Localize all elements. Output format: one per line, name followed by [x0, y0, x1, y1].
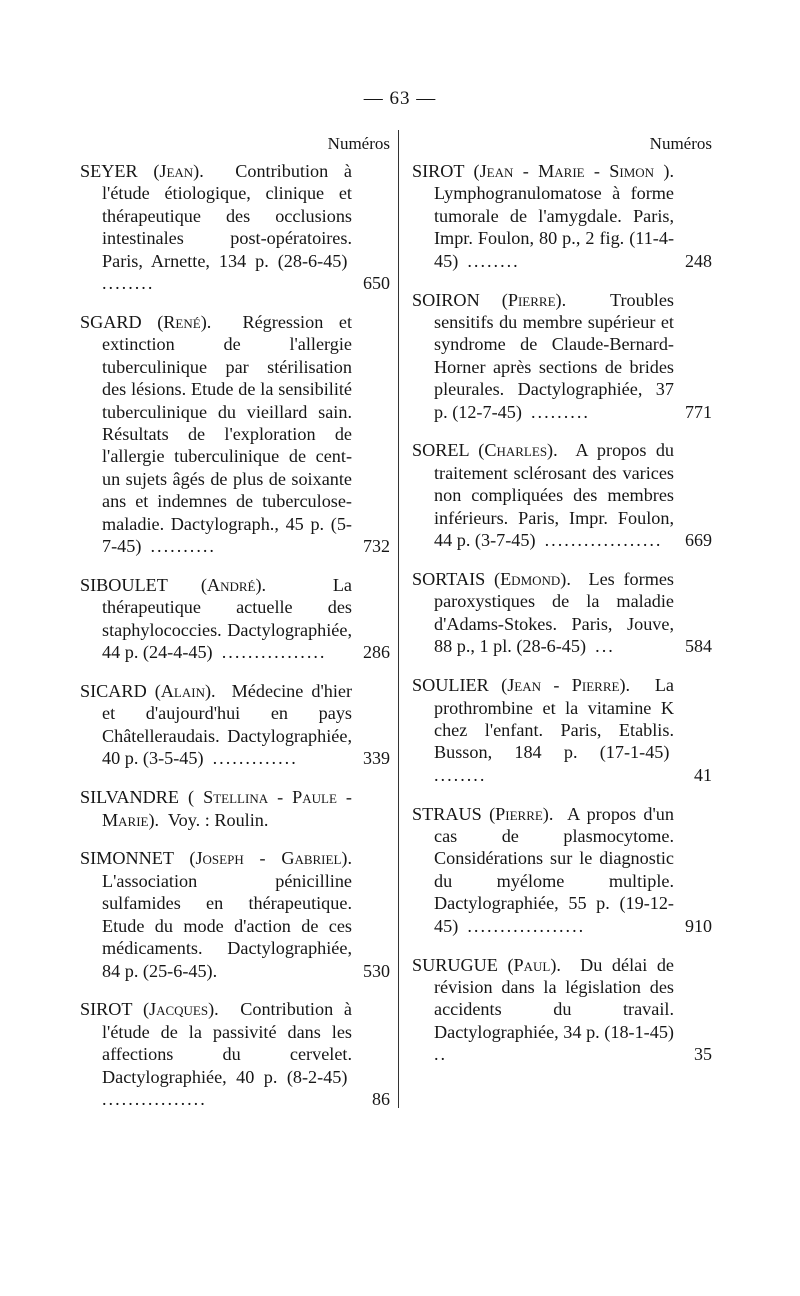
entry-leader: ............. — [212, 748, 298, 769]
entry-leader: ................ — [221, 642, 327, 663]
index-entry — [80, 160, 390, 294]
entry-body — [80, 680, 357, 770]
entry-author: SOULIER (Jean - Pierre). — [412, 675, 631, 696]
entry-number: 650 — [363, 273, 390, 294]
index-entry — [80, 311, 390, 557]
index-entry — [412, 568, 712, 658]
entry-text: Médecine d'hier et d'aujourd'hui en pays Châtelleraudais. Dactylographiée, 40 p. (3-5-45) — [102, 681, 357, 769]
entry-text: A propos du traitement sclérosant des varices non compliquées des membres inférieurs. Paris, Impr. Foulon, 44 p. (3-7-45) — [434, 440, 679, 551]
entry-author: SIROT (Jean - Marie - Simon ). — [412, 161, 674, 181]
entry-body — [412, 289, 679, 423]
entry-author: SIROT (Jacques). — [80, 999, 219, 1020]
entry-leader: .................. — [544, 530, 663, 551]
entry-number: 910 — [685, 915, 712, 936]
entry-number: 35 — [694, 1044, 712, 1065]
entry-author: SICARD (Alain). — [80, 681, 216, 702]
index-entry — [80, 574, 390, 664]
entry-leader: ........ — [102, 273, 155, 294]
entry-number: 339 — [363, 748, 390, 769]
entry-author: SIMONNET (Joseph - Gabriel). — [80, 848, 352, 869]
index-entry — [412, 674, 712, 786]
entry-body — [80, 160, 357, 294]
entry-text: Troubles sensitifs du membre supérieur et syndrome de Claude-Bernard-Horner après sections de brides pleurales. Dactylographiée, 37 p. (12-7-45) — [434, 289, 679, 422]
entry-body — [80, 786, 352, 831]
entry-author: STRAUS (Pierre). — [412, 803, 554, 824]
entry-text: Contribution à l'étude étiologique, clinique et thérapeutique des occlusions intestinales post-opératoires. Paris, Arnette, 134 p. (28-6-45) — [102, 161, 357, 271]
entry-author: SIBOULET (André). — [80, 574, 267, 595]
entry-number: 771 — [685, 401, 712, 422]
index-entry — [412, 160, 712, 272]
entry-number: 248 — [685, 250, 712, 271]
entry-body — [80, 998, 357, 1110]
entry-author: SGARD (René). — [80, 311, 212, 332]
entry-body — [412, 568, 679, 658]
entry-body — [80, 574, 357, 664]
index-entry — [412, 439, 712, 551]
entry-author: SOIRON (Pierre). — [412, 289, 567, 310]
entry-number: 530 — [363, 960, 390, 981]
entry-number: 41 — [694, 764, 712, 785]
entry-leader: .. — [434, 1044, 448, 1065]
entry-body — [412, 674, 679, 786]
index-entry — [412, 954, 712, 1066]
entry-number: 669 — [685, 530, 712, 551]
index-entry — [80, 847, 390, 981]
entry-author: SOREL (Charles). — [412, 440, 558, 461]
index-entry — [80, 998, 390, 1110]
entry-text: La thérapeutique actuelle des staphylococcies. Dactylographiée, 44 p. (24-4-45) — [102, 574, 357, 663]
page-number: — 63 — — [363, 88, 437, 109]
index-entry — [80, 680, 390, 770]
entry-text: Lymphogranulomatose à forme tumorale de l'amygdale. Paris, Impr. Foulon, 80 p., 2 fig. (11-4-45) — [434, 161, 684, 271]
entry-number: 732 — [363, 536, 390, 556]
entry-number: 584 — [685, 636, 712, 657]
entry-text: Les formes paroxystiques de la maladie d'Adams-Stokes. Paris, Jouve, 88 p., 1 pl. (28-6-45) — [434, 569, 679, 657]
entry-leader: ........ — [434, 764, 487, 785]
index-entry — [412, 289, 712, 423]
entry-number: 286 — [363, 642, 390, 663]
entry-body — [412, 803, 679, 937]
entry-text: L'association pénicilline sulfamides en thérapeutique. Etude du mode d'action de ces médicaments. Dactylographiée, 84 p. (25-6-45). — [102, 848, 362, 981]
right-column-header: Numéros — [649, 134, 712, 153]
entry-body — [412, 954, 679, 1066]
right-column — [412, 160, 712, 1082]
entry-body — [412, 439, 679, 551]
left-column — [80, 160, 390, 1127]
entry-text: A propos d'un cas de plasmocytome. Considérations sur le diagnostic du myélome multiple. Dactylographiée, 55 p. (19-12-45) — [434, 803, 679, 936]
entry-text: Contribution à l'étude de la passivité dans les affections du cervelet. Dactylographiée, 40 p. (8-2-45) — [102, 999, 357, 1087]
index-entry — [80, 786, 390, 831]
column-divider — [398, 130, 399, 1108]
entry-body — [80, 847, 362, 981]
entry-leader: ... — [595, 636, 615, 657]
entry-author: SEYER (Jean). — [80, 161, 204, 181]
entry-text: La prothrombine et la vitamine K chez l'enfant. Paris, Etablis. Busson, 184 p. (17-1-45) — [434, 675, 679, 763]
entry-leader: .................. — [467, 915, 586, 936]
entry-leader: .......... — [150, 536, 216, 556]
entry-text: Régression et extinction de l'allergie tuberculinique par stérilisation des lésions. Etude de la sensibilité tuberculinique du vieillard sain. Résultats de l'exploration de l'allergie tuberculinique de cent-un sujets âgés de plus de soixante ans et indemnes de tuberculose-maladie. Dactylograph., 45 p. (5-7-45) — [102, 311, 357, 556]
entry-leader: ................ — [102, 1089, 207, 1110]
entry-leader: ........ — [467, 250, 520, 271]
entry-body — [412, 160, 684, 272]
entry-author: SORTAIS (Edmond). — [412, 569, 571, 589]
entry-body — [80, 311, 357, 557]
index-entry — [412, 803, 712, 937]
entry-author: SILVANDRE ( Stellina - Paule - Marie). — [80, 787, 352, 830]
entry-text: Du délai de révision dans la législation des accidents du travail. Dactylographiée, 34 p. (18-1-45) — [434, 954, 679, 1042]
entry-number: 86 — [372, 1089, 390, 1110]
entry-author: SURUGUE (Paul). — [412, 954, 561, 975]
entry-text: Voy. : Roulin. — [163, 809, 273, 830]
left-column-header: Numéros — [327, 134, 390, 153]
entry-leader: ......... — [530, 401, 590, 422]
